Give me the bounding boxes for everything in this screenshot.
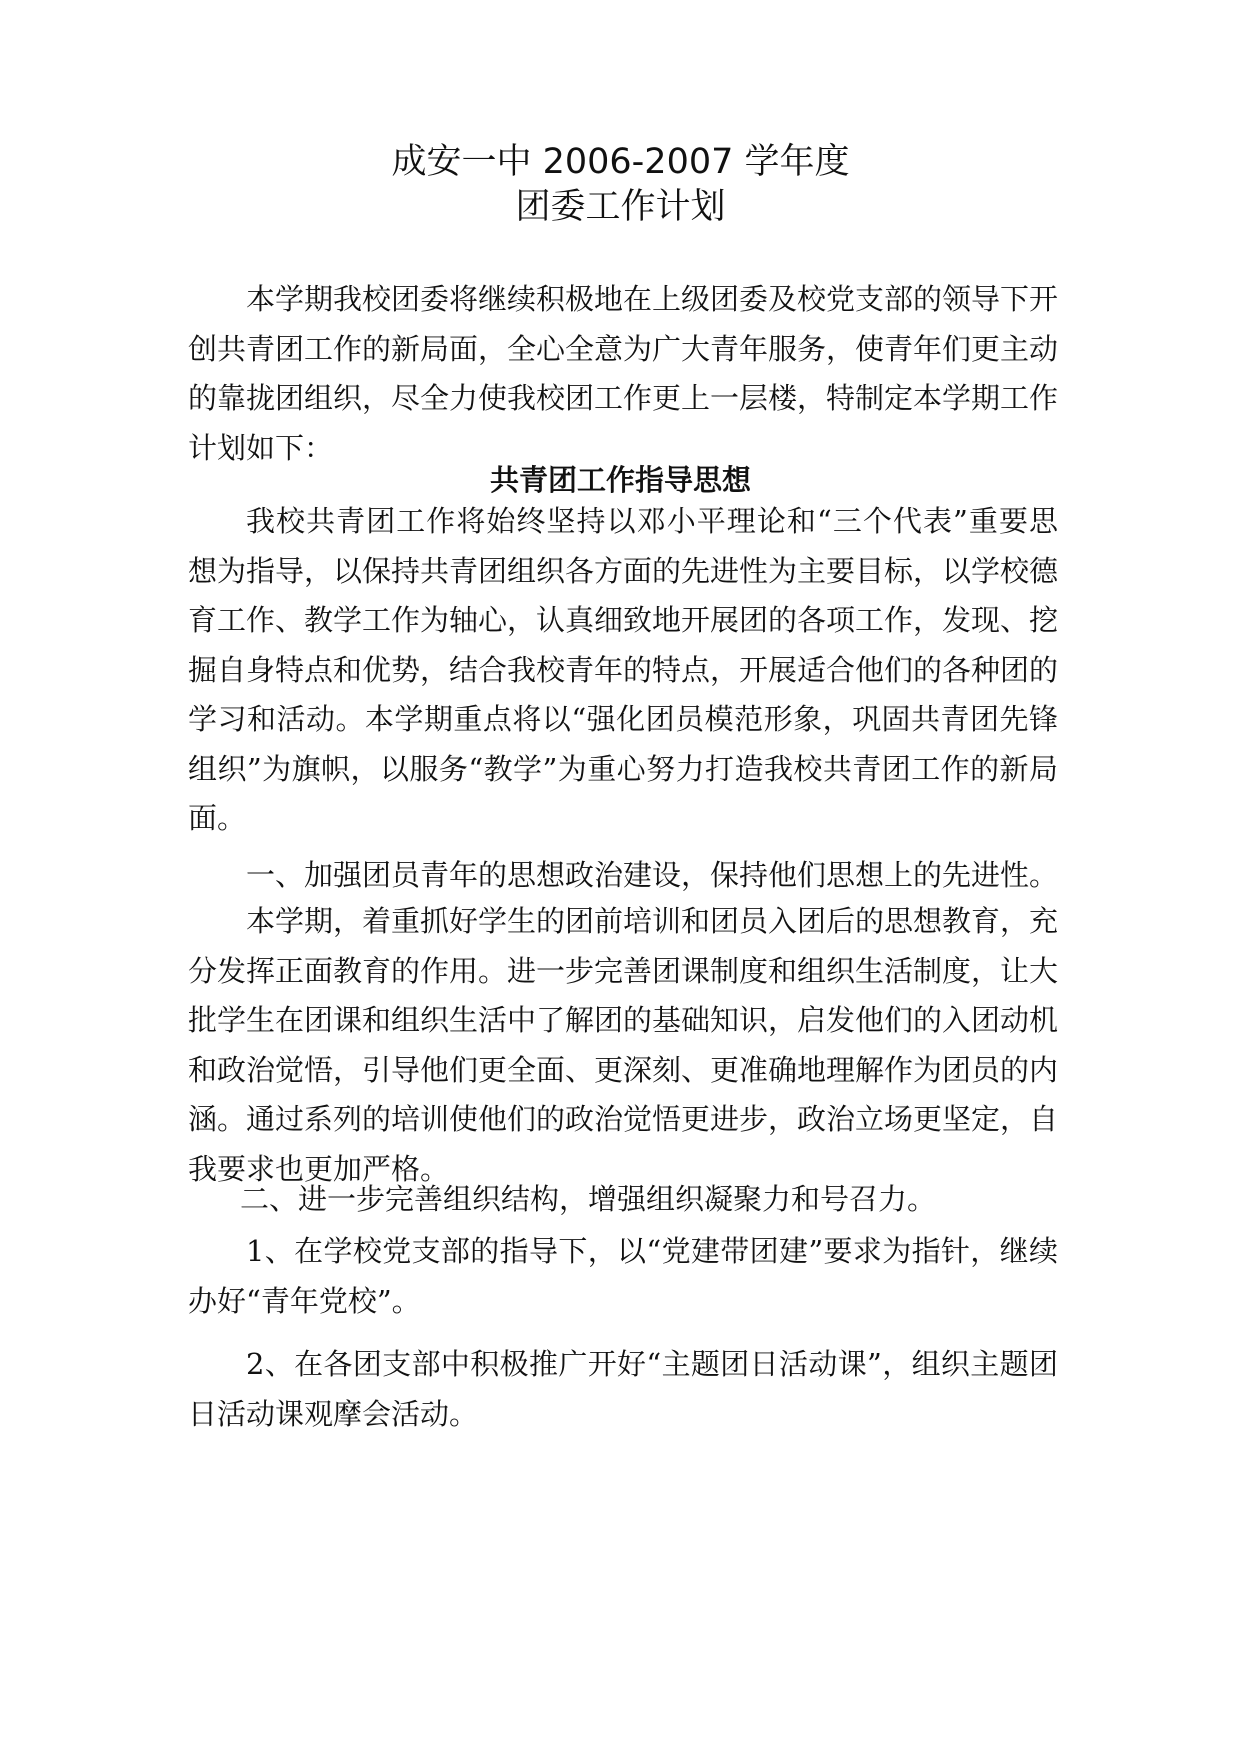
section-heading: 共青团工作指导思想 — [489, 463, 751, 497]
item2-sub2: 2、在各团支部中积极推广开好“主题团日活动课”，组织主题团日活动课观摩会活动。 — [188, 1347, 1058, 1431]
item1-heading: 一、加强团员青年的思想政治建设，保持他们思想上的先进性。 — [246, 858, 1059, 892]
intro-paragraph: 本学期我校团委将继续积极地在上级团委及校党支部的领导下开创共青团工作的新局面，全心全意为广大青年服务，使青年们更主动的靠拢团组织，尽全力使我校团工作更上一层楼，特制定本学期工作计划如下： — [188, 282, 1059, 465]
item2-sub1: 1、在学校党支部的指导下，以“党建带团建”要求为指针，继续办好“青年党校”。 — [188, 1234, 1058, 1318]
document-title-line-1: 成安一中 2006-2007 学年度 — [391, 142, 850, 182]
item2-heading: 二、进一步完善组织结构，增强组织凝聚力和号召力。 — [240, 1182, 937, 1216]
guiding-paragraph: 我校共青团工作将始终坚持以邓小平理论和“三个代表”重要思想为指导，以保持共青团组织各方面的先进性为主要目标，以学校德育工作、教学工作为轴心，认真细致地开展团的各项工作，发现、挖掘自身特点和优势，结合我校青年的特点，开展适合他们的各种团的学习和活动。本学期重点将以“强化团员模范形象，巩固共青团先锋组织”为旗帜，以服务“教学”为重心努力打造我校共青团工作的新局面。 — [188, 504, 1059, 835]
document-title-line-2: 团委工作计划 — [515, 187, 726, 227]
item1-body: 本学期，着重抓好学生的团前培训和团员入团后的思想教育，充分发挥正面教育的作用。进一步完善团课制度和组织生活制度，让大批学生在团课和组织生活中了解团的基础知识，启发他们的入团动机和政治觉悟，引导他们更全面、更深刻、更准确地理解作为团员的内涵。通过系列的培训使他们的政治觉悟更进步，政治立场更坚定，自我要求也更加严格。 — [188, 904, 1059, 1186]
